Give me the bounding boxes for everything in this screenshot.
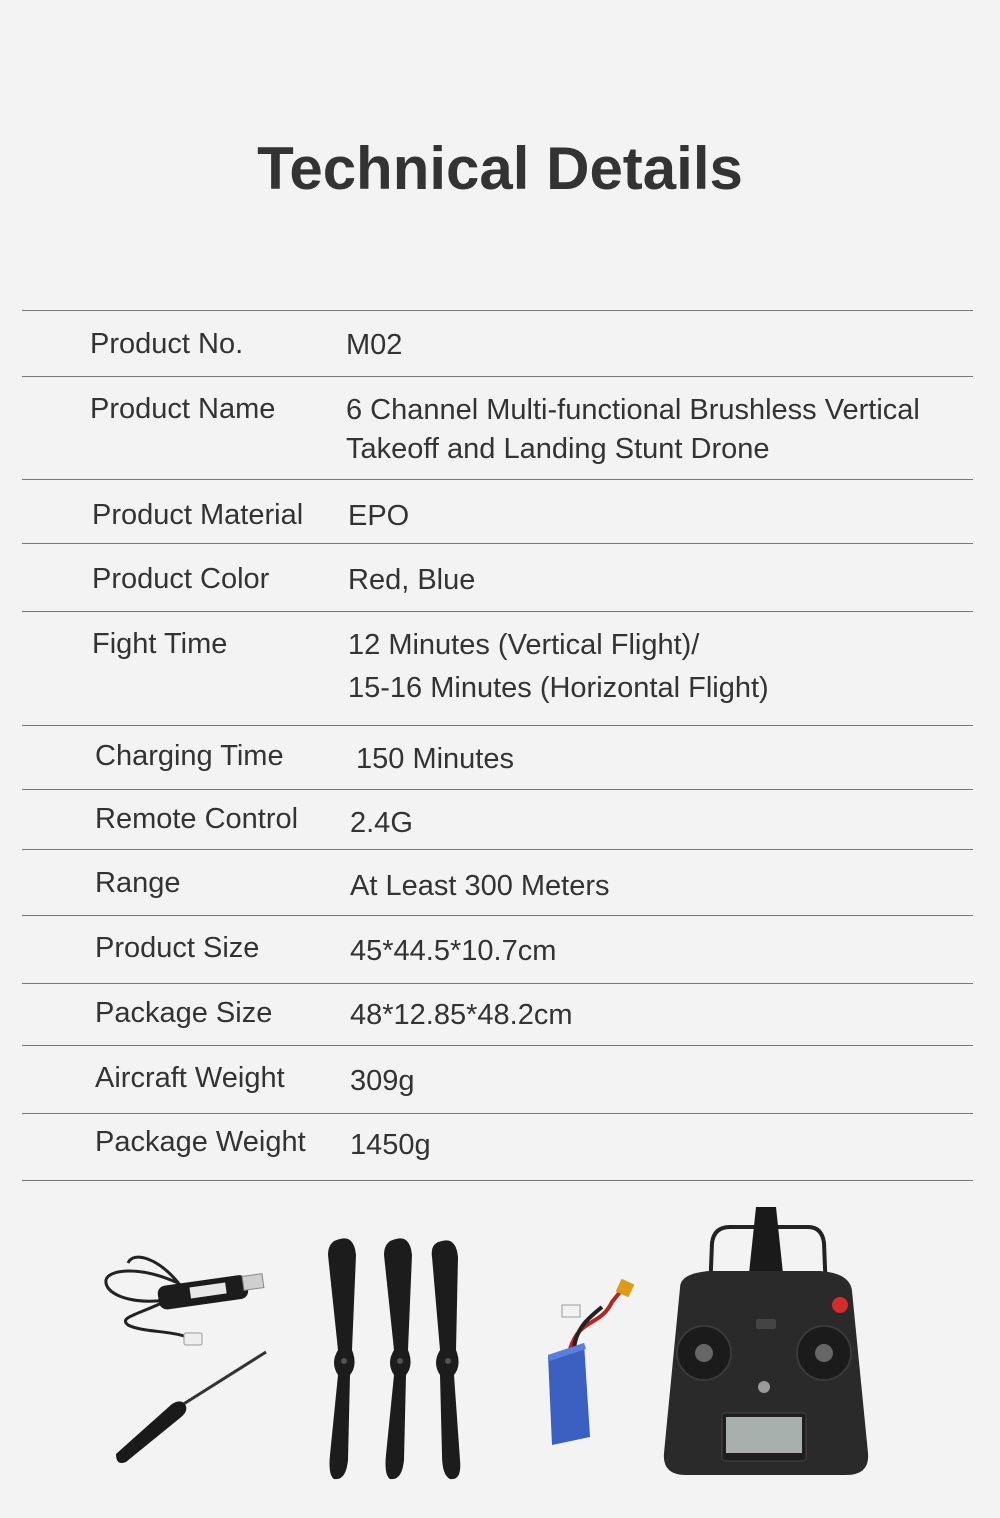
spec-table — [22, 310, 973, 1181]
spec-label: Charging Time — [95, 740, 284, 772]
spec-value-line2: Takeoff and Landing Stunt Drone — [346, 433, 770, 465]
page-title: Technical Details — [257, 135, 743, 202]
spec-row-product-no — [22, 311, 973, 377]
spec-row-charging-time — [22, 726, 973, 790]
spec-label: Aircraft Weight — [95, 1062, 285, 1094]
spec-row-range — [22, 850, 973, 916]
spec-value: 309g — [350, 1065, 415, 1097]
spec-label: Remote Control — [95, 803, 299, 835]
spec-label: Package Size — [95, 997, 273, 1029]
spec-value: EPO — [348, 500, 410, 532]
battery-icon — [540, 1277, 640, 1447]
spec-row-fight-time — [22, 612, 973, 726]
spec-row-product-material — [22, 480, 973, 544]
spec-value: 45*44.5*10.7cm — [350, 935, 557, 967]
spec-value: 150 Minutes — [356, 743, 514, 775]
propeller-icon — [318, 1235, 478, 1485]
spec-value: 12 Minutes (Vertical Flight)/ — [348, 629, 700, 661]
spec-value: 6 Channel Multi-functional Brushless Vertical — [346, 394, 920, 426]
spec-row-remote-control — [22, 790, 973, 850]
spec-value: At Least 300 Meters — [350, 870, 610, 902]
spec-label: Product Color — [92, 563, 270, 595]
spec-value: 2.4G — [350, 807, 413, 839]
spec-value: Red, Blue — [348, 564, 476, 596]
spec-value: 48*12.85*48.2cm — [350, 999, 573, 1031]
remote-controller-icon — [660, 1203, 870, 1483]
spec-label: Package Weight — [95, 1126, 306, 1158]
spec-label: Fight Time — [92, 628, 228, 660]
spec-label: Product No. — [90, 328, 244, 360]
spec-label: Product Name — [90, 393, 276, 425]
spec-label: Product Material — [92, 499, 304, 531]
spec-row-package-size — [22, 984, 973, 1046]
spec-row-package-weight — [22, 1114, 973, 1181]
spec-value: M02 — [346, 329, 403, 361]
spec-row-product-color — [22, 544, 973, 612]
screwdriver-icon — [112, 1350, 272, 1465]
accessories-photo — [0, 1195, 1000, 1518]
spec-label: Range — [95, 867, 181, 899]
usb-charger-icon — [98, 1245, 268, 1350]
spec-row-product-size — [22, 916, 973, 984]
spec-row-aircraft-weight — [22, 1046, 973, 1114]
spec-value-line2: 15-16 Minutes (Horizontal Flight) — [348, 672, 769, 704]
spec-label: Product Size — [95, 932, 260, 964]
spec-value: 1450g — [350, 1129, 431, 1161]
spec-row-product-name — [22, 377, 973, 480]
